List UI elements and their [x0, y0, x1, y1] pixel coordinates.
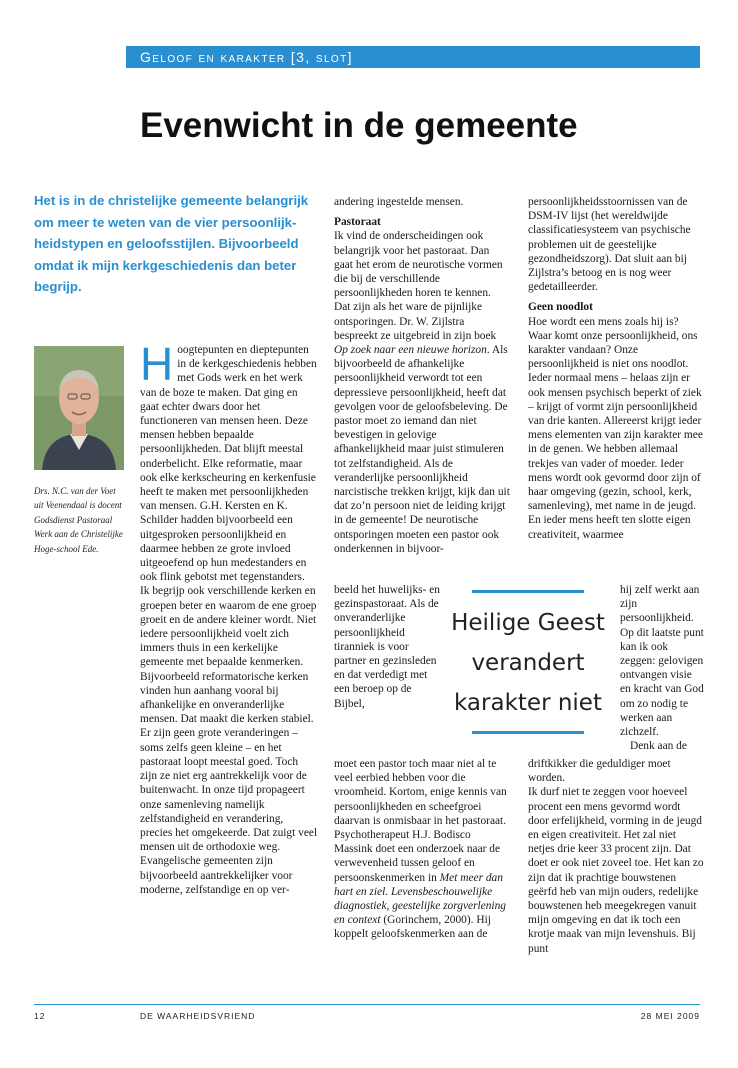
author-photo	[34, 346, 124, 470]
paragraph: Ik vind de onderscheidingen ook belangrijk voor het pastoraat. Dan gaat het erom de neurotische vormen die bij de verschillende persoonlijkheden horen te kennen. Dat zijn als het ware de pijnlijke ontsporingen. Dr. W. Zijlstra bespreekt ze uitgebreid in zijn boek Op zoek naar een nieuwe horizon. Als bijvoorbeeld de afhankelijke persoonlijkheid verwordt tot een depressieve persoonlijkheid, heeft dat gevolgen voor de geloofsbeleving. De pastor moet zo iemand dan niet bevestigen in gelovige afhankelijkheid maar juist stimuleren tot zelfstandigheid. Als de veranderlijke persoonlijkheid narcistische trekken krijgt, kijk dan uit dat zo’n persoon niet de leiding krijgt in de gemeente! De neurotische ontsporingen moeten een pastor ook onderkennen in bijvoor-	[334, 230, 510, 555]
photo-caption: Drs. N.C. van der Voet uit Veenendaal is docent Godsdienst Pastoraal Werk aan de Christelijke Hoge-school Ede.	[34, 486, 123, 554]
paragraph: persoonlijkheidsstoornissen van de DSM-IV lijst (het wereldwijde classificatiesysteem van psychische problemen uit de geestelijke gezondheidszorg). Dat sluit aan bij Zijlstra’s betoog en is nog weer gedetailleerder.	[528, 196, 691, 294]
section-banner	[126, 46, 700, 68]
paragraph: hij zelf werkt aan zijn persoonlijkheid. Op dit laatste punt kan ik ook zeggen: gelovigen ontvangen visie en kracht van God om zo nodig te werken aan zichzelf.	[620, 584, 704, 739]
portrait-image	[34, 346, 124, 470]
book-title: Op zoek naar een nieuwe horizon	[334, 344, 487, 357]
pull-quote-text: Heilige Geest verandert karakter niet	[451, 610, 605, 716]
book-title: Met meer dan hart en ziel. Levensbeschouwelijke diagnostiek, geestelijke zorgverlening en context	[334, 871, 506, 927]
paragraph: andering ingestelde mensen.	[334, 196, 464, 208]
paragraph: Ik begrijp ook verschillende kerken en groepen beter en waarom de ene groep groeit en de andere kleiner wordt. Niet iedere persoonlijkheid voelt zich immers thuis in een kerkelijke gemeente met bepaalde kenmerken. Bijvoorbeeld reformatorische kerken vinden hun aanhang vooral bij afhankelijke en onveranderlijke mensen. Dat maakt die kerken stabiel. Er zijn geen grote veranderingen – soms zelfs geen kleine – en het pastoraat loopt meestal goed. Toch zijn ze niet erg aantrekkelijk voor de buitenwacht. In onze tijd propageert onze samenleving namelijk zelfstandigheid en verandering, precies het omgekeerde. Dat zuigt veel mensen uit de orthodoxie weg. Evangelische gemeenten zijn bijvoorbeeld aantrekkelijker voor moderne, zelfstandige en op ver-	[140, 585, 318, 896]
drop-cap: H	[140, 338, 174, 390]
column-1	[140, 338, 318, 897]
paragraph: Ik durf niet te zeggen voor hoeveel procent een mens gevormd wordt door erfelijkheid, vorming in de jeugd en eigen creativiteit. Het zal niet netjes drie keer 33 procent zijn. Dat doet er ook niet zoveel toe. Het kan zo zijn dat ik prachtige bouwstenen geërfd heb van mijn ouders, redelijke bouwstenen heb meegekregen vanuit mijn omgeving en dat ik toch een krotje maak van mijn levenshuis. Bij punt	[528, 786, 704, 955]
subheading-geen-noodlot: Geen noodlot	[528, 301, 593, 314]
paragraph: Hoe wordt een mens zoals hij is? Waar komt onze persoonlijkheid, ons karakter vandaan? Onze persoonlijkheid is niet ons noodlot. Ieder normaal mens – helaas zijn er ook mensen psychisch beperkt of ziek – krijgt of vormt zijn persoonlijkheid van drie kanten. Allereerst krijgt ieder mens elementen van zijn karakter mee in de genen. We hebben allemaal trekjes van vader of moeder. Ieder mens wordt ook gevormd door zijn of haar omgeving (gezin, school, kerk, samenleving), met name in de jeugd. En ieder mens heeft ten slotte eigen creativiteit, waarmee	[528, 315, 703, 541]
column-3-wrap	[620, 583, 704, 753]
page-number: 12	[34, 1011, 46, 1021]
footer-rule	[34, 1004, 700, 1005]
issue-date: 28 MEI 2009	[640, 1011, 700, 1021]
paragraph: beeld het huwelijks- en gezinspastoraat. Als de onveranderlijke persoonlijkheid tiranniek is voor partner en gezinsleden en dat verdedigt met een beroep op de Bijbel,	[334, 584, 440, 710]
column-3	[528, 195, 704, 542]
pull-quote-rule-top	[472, 590, 584, 593]
column-3-bottom	[528, 757, 704, 956]
intro-lead: Het is in de christelijke gemeente belangrijk om meer te weten van de vier persoonlijk-heidstypen en geloofsstijlen. Bijvoorbeeld omdat ik mijn kerkgeschiedenis dan beter begrijp.	[34, 193, 309, 294]
pull-quote-rule-bottom	[472, 731, 584, 734]
paragraph: Denk aan de	[630, 740, 687, 753]
column-2	[334, 195, 510, 556]
page-title: Evenwicht in de gemeente	[140, 106, 578, 145]
subheading-pastoraat: Pastoraat	[334, 216, 381, 229]
paragraph: Hoogtepunten en dieptepunten in de kerkgeschiedenis hebben met Gods werk en het werk van de boze te maken. Dat ging en gaat echter dwars door het functioneren van mensen heen. Deze mensen hebben bepaalde persoonlijkheden. Dat blijft meestal onderbelicht. Elke reformatie, maar ook elke kerkscheuring en kerkenfusie heeft te maken met persoonlijkheden van mensen. G.H. Kersten en K. Schilder hadden bijvoorbeeld een uitgesproken persoonlijkheid en daarmee hebben ze grote invloed uitgeoefend op hun medestanders en ook flink gebotst met tegenstanders.	[140, 338, 317, 584]
paragraph: driftkikker die geduldiger moet worden.	[528, 758, 671, 785]
column-2-bottom	[334, 757, 510, 942]
section-label: Geloof en karakter [3, slot]	[140, 49, 353, 65]
pull-quote	[440, 590, 616, 750]
publication-name: DE WAARHEIDSVRIEND	[140, 1011, 256, 1021]
paragraph: moet een pastor toch maar niet al te veel eerbied hebben voor die vroomheid. Kortom, enige kennis van persoonlijkheden en scheefgroei daarvan is onmisbaar in het pastoraat.	[334, 758, 507, 827]
paragraph: Psychotherapeut H.J. Bodisco Massink doet een onderzoek naar de verwevenheid tussen geloof en persoonskenmerken in Met meer dan hart en ziel. Levensbeschouwelijke diagnostiek, geestelijke zorgverlening en context (Gorinchem, 2000). Hij koppelt geloofskenmerken aan de	[334, 829, 506, 941]
column-2-wrap	[334, 583, 442, 711]
